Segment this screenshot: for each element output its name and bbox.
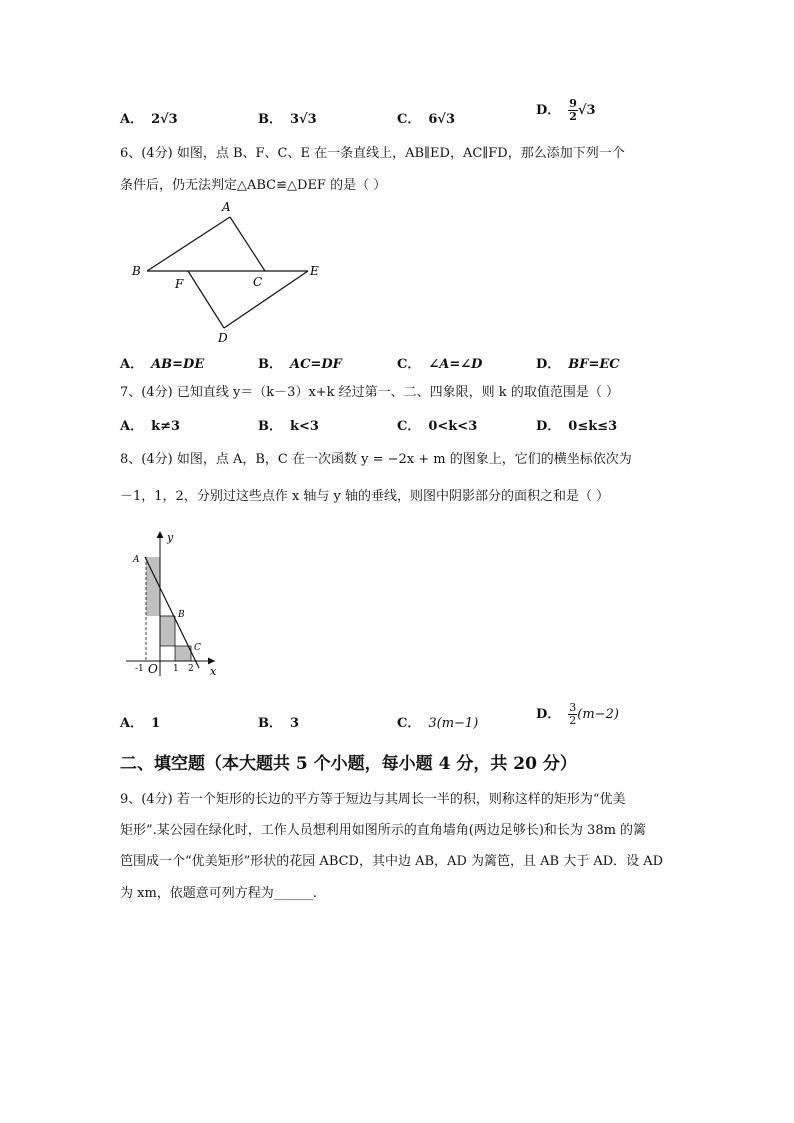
q7-option-d[interactable] xyxy=(536,415,617,434)
q8-option-c[interactable] xyxy=(397,712,478,731)
q6-stem-line2: 条件后，仍无法判定△ABC≌△DEF 的是（ ） xyxy=(120,178,387,193)
point-label-b: B xyxy=(132,264,141,278)
fraction-denominator: 2 xyxy=(569,110,577,123)
q7-stem-line1: 7、(4分) 已知直线 y＝（k－3）x+k 经过第一、二、四象限，则 k 的取值范围是（ ） xyxy=(120,385,619,400)
option-label: A． xyxy=(120,112,144,127)
tick-label-2: 2 xyxy=(188,664,194,674)
option-value: 3(m−1) xyxy=(428,716,479,731)
option-label: C． xyxy=(397,357,421,372)
option-label: B． xyxy=(258,419,282,434)
q6-stem-line1: 6、(4分) 如图，点 B、F、C、E 在一条直线上，AB∥ED，AC∥FD，那么添加下列一个 xyxy=(120,146,625,161)
fraction-numerator: 3 xyxy=(569,701,577,714)
q5-option-d[interactable] xyxy=(536,98,596,123)
q8-stem-line2: －1，1，2，分别过这些点作 x 轴与 y 轴的垂线，则图中阴影部分的面积之和是（ ） xyxy=(120,489,610,504)
option-value: 1 xyxy=(151,716,161,731)
shaded-region-1 xyxy=(146,557,160,616)
option-label: D． xyxy=(536,103,561,118)
q8-stem-line1: 8、(4分) 如图，点 A，B，C 在一次函数 y = −2x + m 的图象上，它们的横坐标依次为 xyxy=(120,452,632,467)
line-de xyxy=(224,271,308,328)
point-label-e: E xyxy=(310,264,319,278)
point-label-f: F xyxy=(175,277,184,291)
tick-label-1: 1 xyxy=(173,664,179,674)
point-label-a: A xyxy=(222,200,231,214)
option-label: C． xyxy=(397,419,421,434)
line-ab xyxy=(147,217,230,271)
option-label: C． xyxy=(397,716,421,731)
option-label: B． xyxy=(258,112,282,127)
q6-option-b[interactable] xyxy=(258,353,342,372)
option-label: A． xyxy=(120,419,144,434)
q9-stem-line2: 矩形”.某公园在绿化时，工作人员想利用如图所示的直角墙角(两边足够长)和长为 38m 的篱 xyxy=(120,823,647,838)
q6-figure xyxy=(125,198,335,346)
option-value: 6√3 xyxy=(428,112,455,127)
fraction-numerator: 9 xyxy=(569,97,577,110)
x-axis-arrow-icon xyxy=(208,658,215,665)
option-value: √3 xyxy=(577,103,596,118)
option-value: ∠A=∠D xyxy=(428,357,483,372)
option-value: k≠3 xyxy=(151,419,181,434)
option-label: A． xyxy=(120,716,144,731)
option-value: 0<k<3 xyxy=(428,419,478,434)
point-label-b: B xyxy=(178,610,185,620)
line-ac xyxy=(230,217,265,271)
line-fd xyxy=(188,271,224,328)
fraction xyxy=(568,98,578,123)
option-label: A． xyxy=(120,357,144,372)
option-value: 0≤k≤3 xyxy=(568,419,618,434)
option-label: D． xyxy=(536,357,561,372)
q6-option-c[interactable] xyxy=(397,353,482,372)
x-axis-label: x xyxy=(210,665,217,678)
q6-option-d[interactable] xyxy=(536,353,620,372)
option-value: AC=DF xyxy=(290,357,342,372)
point-label-a: A xyxy=(133,555,140,565)
q7-option-a[interactable] xyxy=(120,415,180,434)
point-label-c: C xyxy=(253,275,263,289)
shaded-region-3 xyxy=(175,646,191,661)
q5-option-a[interactable] xyxy=(120,108,178,127)
q9-stem-line1: 9、(4分) 若一个矩形的长边的平方等于短边与其周长一半的积，则称这样的矩形为“优美 xyxy=(120,792,626,807)
option-value: (m−2) xyxy=(577,707,619,722)
q9-stem-line4: 为 xm，依题意可列方程为______. xyxy=(120,886,317,901)
option-label: B． xyxy=(258,357,282,372)
q6-option-a[interactable] xyxy=(120,353,204,372)
option-label: D． xyxy=(536,707,561,722)
q9-stem-line3: 笆围成一个“优美矩形”形状的花园 ABCD，其中边 AB，AD 为篱笆，且 AB 大于 AD．设 AD xyxy=(120,854,664,869)
fraction xyxy=(568,702,577,727)
y-axis-label: y xyxy=(167,531,174,544)
q5-option-b[interactable] xyxy=(258,108,317,127)
option-label: B． xyxy=(258,716,282,731)
option-label: C． xyxy=(397,112,421,127)
shaded-region-2 xyxy=(160,616,175,646)
point-label-c: C xyxy=(194,643,201,653)
q8-figure xyxy=(122,525,232,681)
q7-option-c[interactable] xyxy=(397,415,477,434)
option-value: k<3 xyxy=(290,419,319,434)
y-axis-arrow-icon xyxy=(157,531,164,538)
section-2-title: 二、填空题（本大题共 5 个小题，每小题 4 分，共 20 分） xyxy=(120,754,577,774)
option-value: BF=EC xyxy=(568,357,620,372)
fraction-denominator: 2 xyxy=(569,714,577,727)
option-value: AB=DE xyxy=(151,357,205,372)
q7-option-b[interactable] xyxy=(258,415,319,434)
q8-option-a[interactable] xyxy=(120,712,160,731)
option-value: 3√3 xyxy=(290,112,317,127)
q8-option-d[interactable] xyxy=(536,702,619,727)
origin-label: O xyxy=(148,662,158,676)
tick-label-neg1: -1 xyxy=(135,664,144,674)
option-value: 2√3 xyxy=(151,112,178,127)
point-label-d: D xyxy=(218,331,228,345)
option-label: D． xyxy=(536,419,561,434)
q8-option-b[interactable] xyxy=(258,712,299,731)
option-value: 3 xyxy=(290,716,300,731)
q5-option-c[interactable] xyxy=(397,108,455,127)
